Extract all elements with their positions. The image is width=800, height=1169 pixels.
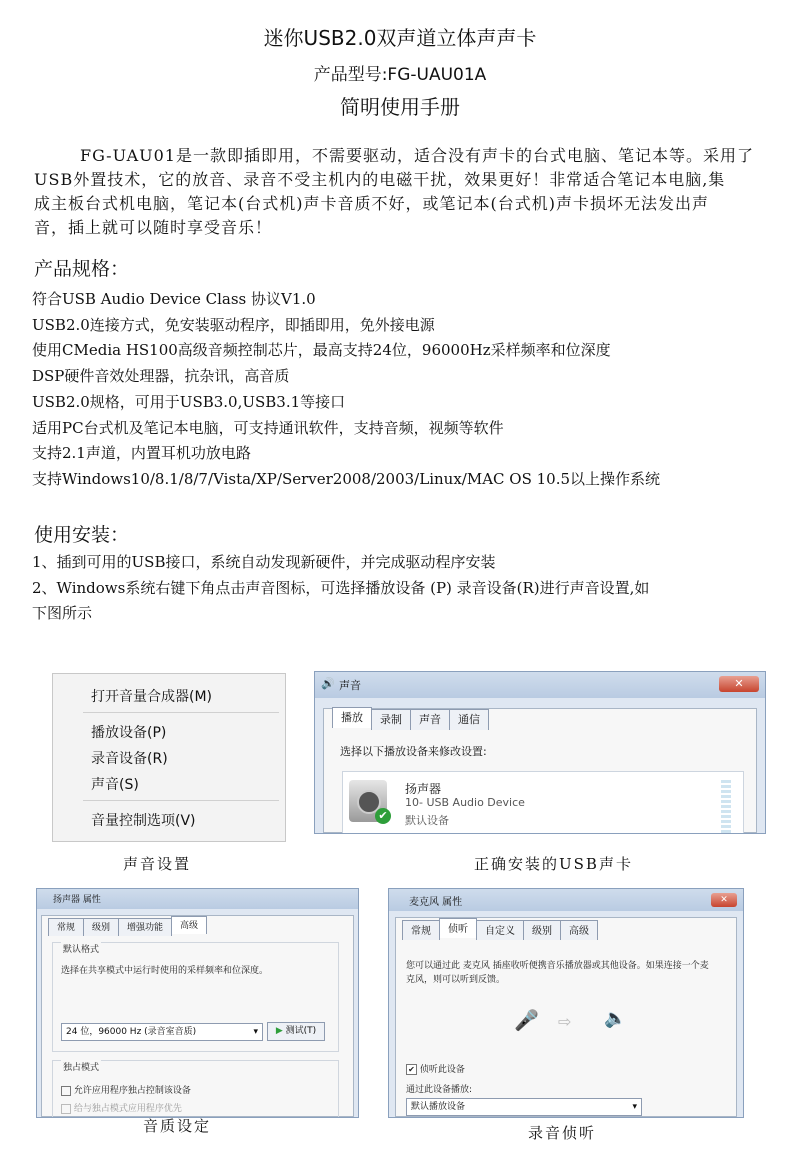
listen-checkbox-row[interactable] [406, 1062, 465, 1075]
playback-label: 通过此设备播放: [406, 1085, 473, 1095]
title-bar [389, 889, 743, 911]
spec-item: DSP硬件音效处理器，抗杂讯，高音质 [32, 367, 290, 386]
speaker-icon: 🔈 [604, 1008, 627, 1029]
title-bar [315, 672, 765, 698]
default-check-icon: ✔ [375, 808, 391, 824]
menu-divider [83, 800, 279, 801]
dialog-title: 扬声器 属性 [53, 895, 101, 905]
microphone-icon: 🎤 [514, 1008, 539, 1032]
tab-levels[interactable]: 级别 [523, 920, 561, 940]
chevron-down-icon: ▾ [253, 1027, 258, 1037]
spec-item: 符合USB Audio Device Class 协议V1.0 [32, 290, 316, 308]
menu-item-volume-options[interactable]: 音量控制选项(V) [91, 813, 196, 829]
checkbox[interactable] [61, 1086, 71, 1096]
spec-item: 支持Windows10/8.1/8/7/Vista/XP/Server2008/2003/Linux/MAC OS 10.5以上操作系统 [32, 469, 661, 488]
spec-item: USB2.0连接方式，免安装驱动程序，即插即用，免外接电源 [32, 315, 435, 334]
exclusive-option-1[interactable] [61, 1083, 191, 1096]
specs-list [32, 287, 782, 493]
checkbox-label: 侦听此设备 [419, 1065, 465, 1075]
title-bar [37, 889, 358, 909]
intro-line: 成主板台式机电脑，笔记本(台式机)声卡音质不好，或笔记本(台式机)声卡损坏无法发出声 [34, 194, 709, 213]
microphone-properties-screenshot [388, 888, 744, 1118]
device-description: 10- USB Audio Device [405, 796, 525, 809]
checkbox-checked[interactable]: ✔ [406, 1064, 417, 1075]
chevron-down-icon: ▾ [632, 1102, 637, 1112]
device-list[interactable] [342, 771, 744, 834]
spec-item: USB2.0规格，可用于USB3.0,USB3.1等接口 [32, 392, 346, 411]
install-step: 下图所示 [32, 604, 93, 623]
document-title: 迷你USB2.0双声道立体声声卡 [263, 26, 537, 50]
playback-select-value: 默认播放设备 [411, 1102, 466, 1112]
dialog-title: 麦克风 属性 [409, 897, 463, 908]
tab-listen[interactable]: 侦听 [439, 918, 477, 938]
menu-divider [83, 712, 279, 713]
play-icon: ▶ [275, 1026, 283, 1036]
tab-playback[interactable]: 播放 [332, 707, 372, 728]
format-description: 选择在共享模式中运行时使用的采样频率和位深度。 [61, 966, 269, 976]
tab-communications[interactable]: 通信 [449, 709, 489, 730]
specs-heading: 产品规格： [34, 258, 130, 280]
option-label: 允许应用程序独占控制该设备 [73, 1086, 191, 1096]
checkbox[interactable] [61, 1104, 71, 1114]
tab-general[interactable]: 常规 [48, 918, 84, 936]
playback-select[interactable] [406, 1098, 642, 1116]
menu-item-volume-mixer[interactable]: 打开音量合成器(M) [91, 689, 213, 705]
dialog-title: 声音 [339, 679, 361, 692]
tab-general[interactable]: 常规 [402, 920, 440, 940]
menu-item-sound[interactable]: 声音(S) [91, 777, 139, 793]
listen-description: 克风，则可以听到反馈。 [406, 975, 506, 985]
exclusive-mode-group [52, 1060, 339, 1118]
install-step: 1、插到可用的USB接口，系统自动发现新硬件，并完成驱动程序安装 [32, 553, 496, 571]
device-status: 默认设备 [405, 814, 449, 827]
test-button[interactable] [267, 1022, 325, 1041]
tab-advanced[interactable]: 高级 [560, 920, 598, 940]
prompt-text: 选择以下播放设备来修改设置: [340, 745, 487, 758]
arrow-right-icon: ⇨ [558, 1012, 572, 1031]
speaker-properties-screenshot [36, 888, 359, 1118]
spec-item: 使用CMedia HS100高级音频控制芯片，最高支持24位，96000Hz采样频率和位深度 [32, 341, 611, 360]
caption-recording-listen: 录音侦听 [528, 1124, 597, 1142]
spec-item: 适用PC台式机及笔记本电脑，可支持通讯软件，支持音频，视频等软件 [32, 418, 504, 437]
install-steps [32, 550, 782, 627]
default-format-group [52, 942, 339, 1052]
menu-item-playback[interactable]: 播放设备(P) [91, 725, 167, 741]
caption-sound-settings: 声音设置 [123, 855, 192, 873]
group-label: 默认格式 [61, 942, 101, 955]
close-button[interactable]: ✕ [711, 893, 737, 907]
intro-line: 音，插上就可以随时享受音乐！ [34, 218, 273, 237]
option-label: 给与独占模式应用程序优先 [73, 1104, 182, 1114]
install-heading: 使用安装： [34, 524, 130, 546]
device-name: 扬声器 [405, 782, 442, 796]
intro-line: USB外置技术，它的放音、录音不受主机内的电磁干扰，效果更好！非常适合笔记本电脑,集 [34, 170, 726, 189]
intro-line: FG-UAU01是一款即插即用，不需要驱动，适合没有声卡的台式电脑、笔记本等。采用了 [80, 146, 754, 165]
caption-usb-card: 正确安装的USB声卡 [474, 855, 633, 873]
listen-description: 您可以通过此 麦克风 插座收听便携音乐播放器或其他设备。如果连接一个麦 [406, 961, 709, 971]
spec-item: 支持2.1声道，内置耳机功放电路 [32, 444, 251, 463]
menu-item-recording[interactable]: 录音设备(R) [91, 751, 168, 767]
caption-quality: 音质设定 [143, 1117, 212, 1135]
tab-custom[interactable]: 自定义 [476, 920, 524, 940]
sound-dialog-screenshot [314, 671, 766, 834]
exclusive-option-2[interactable] [61, 1101, 182, 1114]
tab-enhancements[interactable]: 增强功能 [118, 918, 172, 936]
close-button[interactable]: ✕ [719, 676, 759, 692]
context-menu-screenshot [52, 673, 286, 842]
speaker-icon: 🔊 [321, 677, 335, 690]
tab-levels[interactable]: 级别 [83, 918, 119, 936]
format-select[interactable] [61, 1023, 263, 1041]
intro-paragraph [34, 144, 774, 240]
model-number: 产品型号:FG-UAU01A [313, 65, 487, 85]
tab-advanced[interactable]: 高级 [171, 916, 207, 934]
format-select-value: 24 位，96000 Hz (录音室音质) [66, 1027, 197, 1037]
tab-sounds[interactable]: 声音 [410, 709, 450, 730]
install-step: 2、Windows系统右键下角点击声音图标，可选择播放设备 (P) 录音设备(R)进行声音设置,如 [32, 578, 650, 597]
volume-meter [721, 780, 731, 834]
tab-recording[interactable]: 录制 [371, 709, 411, 730]
group-label: 独占模式 [61, 1060, 101, 1073]
manual-subtitle: 简明使用手册 [340, 95, 460, 119]
test-label: 测试(T) [285, 1026, 317, 1036]
